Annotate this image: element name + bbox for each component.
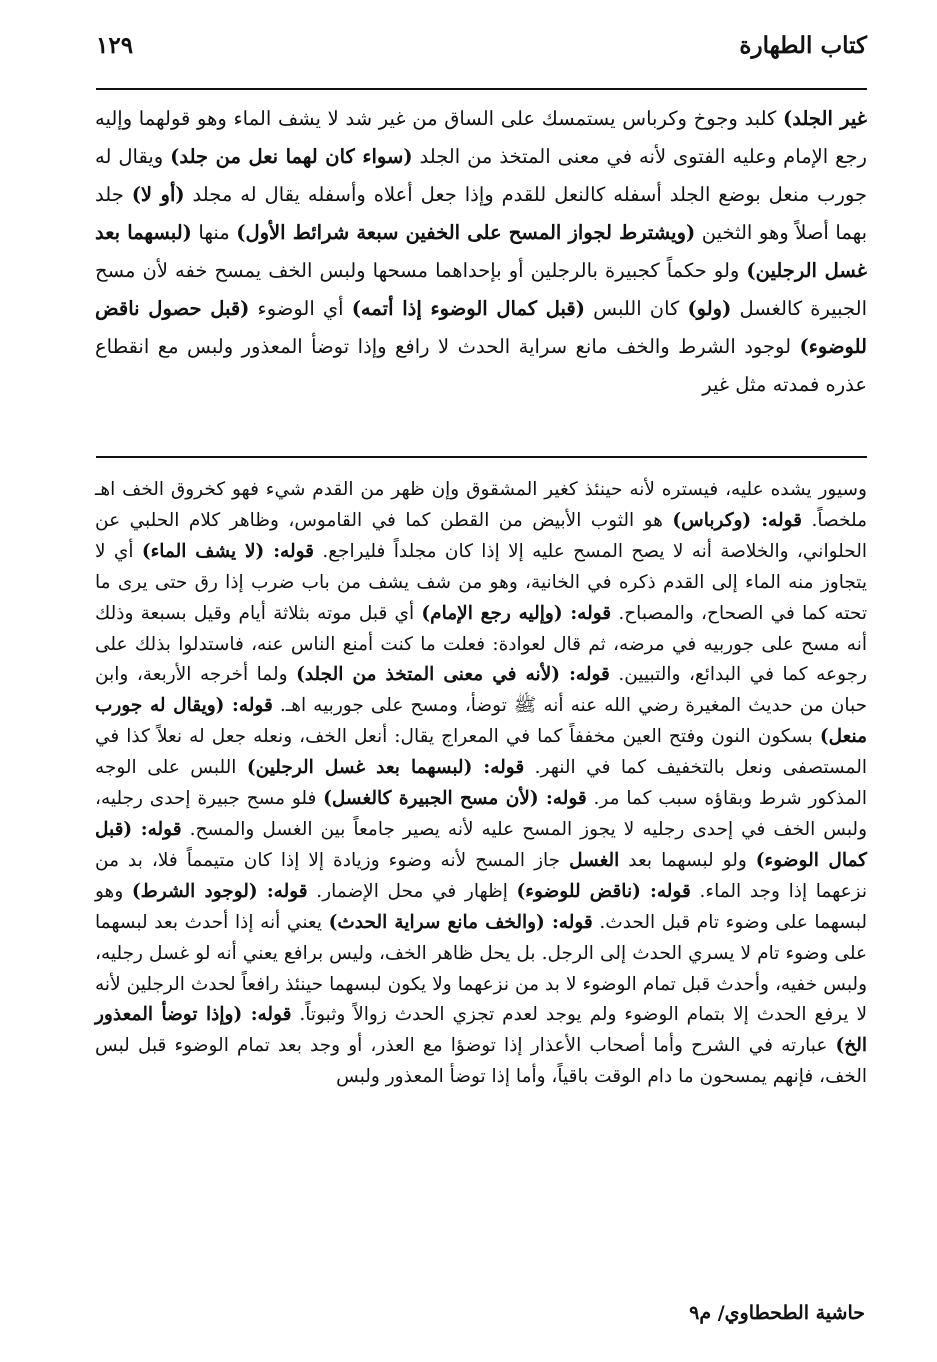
main-text — [95, 100, 867, 404]
note-segment-heading: قوله: (لا يشف الماء) — [141, 540, 314, 562]
main-segment-text: أي الوضوء — [249, 297, 352, 320]
notes-paragraph — [95, 475, 867, 1093]
note-segment-text: أي لا يتجاوز منه الماء إلى القدم ذكره في الخانية، وهو من شف يشف من باب ضرب إذا رق حتى يرى ما تحته كما في الصحاح، والمصباح. — [95, 540, 868, 624]
main-segment-heading: (قبل حصول ناقض للوضوء) — [95, 297, 867, 358]
main-segment-text: كان اللبس — [584, 297, 688, 320]
note-segment-text: اللبس على الوجه المذكور شرط وبقاؤه سبب كما مر. — [95, 757, 867, 810]
note-segment-heading: قوله: (ناقض للوضوء) — [516, 880, 691, 902]
note-segment-heading: الغسل — [569, 849, 620, 871]
main-segment-heading: (ويشترط لجواز المسح على الخفين سبعة شرائط الأول) — [236, 221, 696, 244]
book-title: كتاب الطهارة — [739, 32, 867, 59]
note-segment-text: أي قبل موته بثلاثة أيام وقيل بسبعة وذلك أنه مسح على جوربيه في مرضه، ثم قال لعوادة: فعلت ما كنت أمنع الناس عنه، فاستدلوا بذلك على رجوعه كما في البدائع، والتبيين. — [95, 602, 867, 686]
note-segment-text: فلو مسح جبيرة إحدى رجليه، ولبس الخف في إحدى رجليه لا يجوز المسح عليه لأنه يصير جامعاً بين الغسل والمسح. — [95, 788, 868, 840]
page-number: ١٢٩ — [96, 32, 134, 59]
main-segment-text: ويقال له جورب منعل بوضع الجلد أسفله كالنعل للقدم وإذا جعل أعلاه وأسفله يقال له مجلد — [95, 145, 868, 206]
commentary-notes — [95, 475, 867, 1093]
note-segment-text: يعني أنه إذا أحدث بعد لبسهما على وضوء تام لا يسري الحدث إلى الرجل. بل يحل ظاهر الخف، وليس برافع يعني أنه لو غسل رجليه، ولبس خفيه، وأحدث قبل تمام الوضوء لا بد من نزعهما ولا يكون لبسهما حينئذ رافعاً لحدث الرجلين لأنه لا يرفع الحدث إلا بتمام الوضوء ولم يوجد لعدم تجزي الحدث زوالاً وثبوتاً. — [95, 911, 867, 1026]
note-segment-text: ولما أخرجه الأربعة، وابن حبان من حديث المغيرة رضي الله عنه أنه ﷺ توضأ، ومسح على جوربيه اهـ. — [95, 664, 868, 717]
note-segment-text: بسكون النون وفتح العين مخففاً كما في المعراج يقال: أنعل الخف، ونعله جعل له نعلاً كذا في المستصفى ونعل بالتخفيف كما في النهر. — [95, 726, 867, 779]
main-paragraph — [95, 100, 867, 404]
main-segment-text: منها — [191, 221, 237, 244]
note-segment-text: هو الثوب الأبيض من القطن كما في القاموس، وظاهر كلام الحلبي عن الحلواني، والخلاصة أنه لا يصح المسح عليه إلا إذا كان مجلداً فليراجع. — [95, 509, 867, 562]
note-segment-text: ولو لبسهما بعد — [619, 849, 756, 871]
main-segment-heading: (أو لا) — [131, 183, 185, 206]
main-segment-text: جلد بهما أصلاً وهو الثخين — [95, 183, 868, 244]
note-segment-text: جاز المسح لأنه وضوء وزيادة إلا إذا كان متيمماً فلا، بد من نزعهما إذا وجد الماء. — [95, 849, 867, 902]
note-segment-heading: قوله: (قبل كمال الوضوء) — [95, 818, 867, 871]
note-segment-text: وهو لبسهما على وضوء تام قبل الحدث. — [95, 880, 867, 933]
note-segment-heading: قوله: (وإليه رجع الإمام) — [421, 602, 612, 624]
note-segment-text: عبارته في الشرح وأما أصحاب الأعذار إذا توضؤا مع العذر، أو وجد بعد تمام الوضوء قبل لبس الخف، فإنهم يمسحون ما دام الوقت باقياً، وأما إذا توضأ المعذور ولبس — [95, 1035, 867, 1088]
main-segment-heading: (سواء كان لهما نعل من جلد) — [170, 145, 413, 168]
note-segment-heading: قوله: (وإذا توضأ المعذور الخ) — [95, 1004, 867, 1057]
main-segment-text: كلبد وجوخ وكرباس يستمسك على الساق من غير شد لا يشف الماء وهو قولهما وإليه رجع الإمام وعليه الفتوى لأنه في معنى المتخذ من الجلد — [95, 107, 867, 168]
page-footer-signature: حاشية الطحطاوي/ م٩ — [689, 1302, 865, 1324]
note-segment-heading: قوله: (لوجود الشرط) — [131, 880, 308, 902]
main-segment-heading: غير الجلد) — [783, 107, 867, 130]
note-segment-text: إظهار في محل الإضمار. — [307, 880, 517, 902]
main-segment-heading: (ولو) — [687, 297, 732, 320]
footnote-separator — [96, 456, 867, 458]
page-header — [96, 32, 867, 72]
header-rule — [96, 88, 867, 90]
note-segment-text: وسيور يشده عليه، فيستره لأنه حينئذ كغير المشقوق وإن ظهر من القدم شيء فهو كخروق الخف اهـ ملخصاً. — [95, 479, 867, 531]
main-segment-heading: (لبسهما بعد غسل الرجلين) — [95, 221, 868, 282]
main-segment-text: ولو حكماً كجبيرة بالرجلين أو بإحداهما مسحها ولبس الخف يمسح خفه لأن مسح الجبيرة كالغسل — [95, 259, 867, 320]
note-segment-heading: قوله: (ويقال له جورب منعل) — [95, 695, 867, 748]
note-segment-heading: قوله: (لأنه في معنى المتخذ من الجلد) — [296, 664, 610, 686]
note-segment-heading: قوله: (والخف مانع سراية الحدث) — [328, 911, 593, 933]
note-segment-heading: قوله: (وكرباس) — [672, 509, 802, 531]
main-segment-heading: (قبل كمال الوضوء إذا أتمه) — [351, 297, 585, 320]
note-segment-heading: قوله: (لبسهما بعد غسل الرجلين) — [246, 757, 525, 779]
note-segment-heading: قوله: (لأن مسح الجبيرة كالغسل) — [323, 788, 587, 810]
main-segment-text: لوجود الشرط والخف مانع سراية الحدث لا رافع وإذا توضأ المعذور ولبس مع انقطاع عذره فمدته مثل غير — [95, 335, 867, 396]
